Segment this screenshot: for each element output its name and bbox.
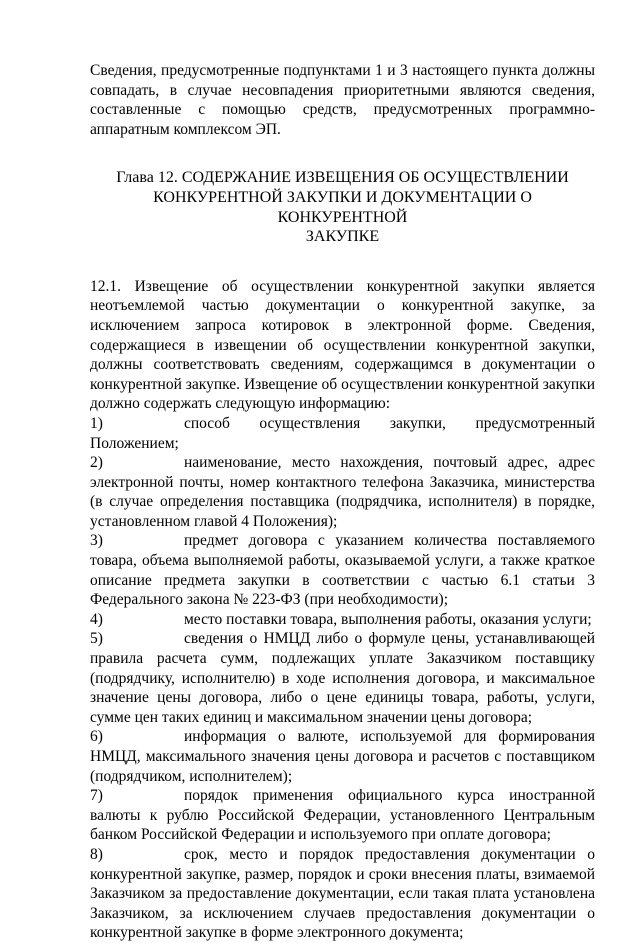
- chapter-heading-line: КОНКУРЕНТНОЙ ЗАКУПКИ И ДОКУМЕНТАЦИИ О КОНКУРЕНТНОЙ: [153, 188, 532, 226]
- list-item: [90, 610, 595, 630]
- chapter-heading-line: ЗАКУПКЕ: [305, 228, 380, 246]
- chapter-heading-line: Глава 12. СОДЕРЖАНИЕ ИЗВЕЩЕНИЯ ОБ ОСУЩЕСТВЛЕНИИ: [116, 169, 569, 187]
- section-12-1-paragraph: 12.1. Извещение об осуществлении конкурентной закупки является неотъемлемой частью документации о конкурентной закупке, за исключением запроса котировок в электронной форме. Сведения, содержащиеся в извещении об осуществлении конкурентной закупки, должны соответствовать сведениям, содержащимся в документации о конкурентной закупке. Извещение об осуществлении конкурентной закупки должно содержать следующую информацию:: [90, 277, 595, 413]
- list-item-number: 1): [90, 414, 103, 432]
- list-item-text: порядок применения официального курса иностранной валюты к рублю Российской Федерации, установленного Центральным банком Российской Федерации и используемого при оплате договора;: [90, 787, 595, 844]
- list-item-text: информация о валюте, используемой для формирования НМЦД, максимального значения цены договора и расчетов с поставщиком (подрядчиком, исполнителем);: [90, 728, 595, 785]
- list-item: [90, 629, 595, 727]
- list-item-number: 6): [90, 728, 103, 746]
- list-item-number: 8): [90, 845, 103, 863]
- list-item-text: предмет договора с указанием количества поставляемого товара, объема выполняемой работы, оказываемой услуги, а также краткое описание предмета закупки в соответствии с частью 6.1 статьи 3 Федерального закона № 223-ФЗ (при необходимости);: [90, 532, 595, 609]
- list-item: [90, 453, 595, 531]
- requirements-list: [90, 414, 595, 943]
- list-item-number: 5): [90, 630, 103, 648]
- list-item: [90, 727, 595, 786]
- list-item: [90, 845, 595, 943]
- document-body: [90, 61, 595, 943]
- list-item-text: сведения о НМЦД либо о формуле цены, устанавливающей правила расчета сумм, подлежащих уплате Заказчиком поставщику (подрядчику, исполнителю) в ходе исполнения договора, и максимальное значение цены договора, либо о цене единицы товара, работы, услуги, сумме цен таких единиц и максимальном значении цены договора;: [90, 630, 595, 726]
- list-item-number: 2): [90, 454, 103, 472]
- list-item: [90, 414, 595, 453]
- list-item-text: наименование, место нахождения, почтовый адрес, адрес электронной почты, номер контактного телефона Заказчика, министерства (в случае определения поставщика (подрядчика, исполнителя) в порядке, установленном главой 4 Положения);: [90, 454, 595, 530]
- list-item-number: 7): [90, 787, 103, 805]
- list-item-text: место поставки товара, выполнения работы, оказания услуги;: [184, 610, 592, 628]
- list-item-number: 4): [90, 610, 103, 628]
- list-item: [90, 786, 595, 845]
- list-item-number: 3): [90, 532, 103, 550]
- list-item: [90, 531, 595, 609]
- intro-paragraph: Сведения, предусмотренные подпунктами 1 и 3 настоящего пункта должны совпадать, в случае несовпадения приоритетными являются сведения, составленные с помощью средств, предусмотренных программно-аппаратным комплексом ЭП.: [90, 62, 595, 138]
- list-item-text: срок, место и порядок предоставления документации о конкурентной закупке, размер, порядок и сроки внесения платы, взимаемой Заказчиком за предоставление документации, если такая плата установлена Заказчиком, за исключением случаев предоставления документации о конкурентной закупке в форме электронного документа;: [90, 845, 595, 942]
- list-item-text: способ осуществления закупки, предусмотренный Положением;: [90, 414, 595, 452]
- chapter-heading: [90, 168, 595, 246]
